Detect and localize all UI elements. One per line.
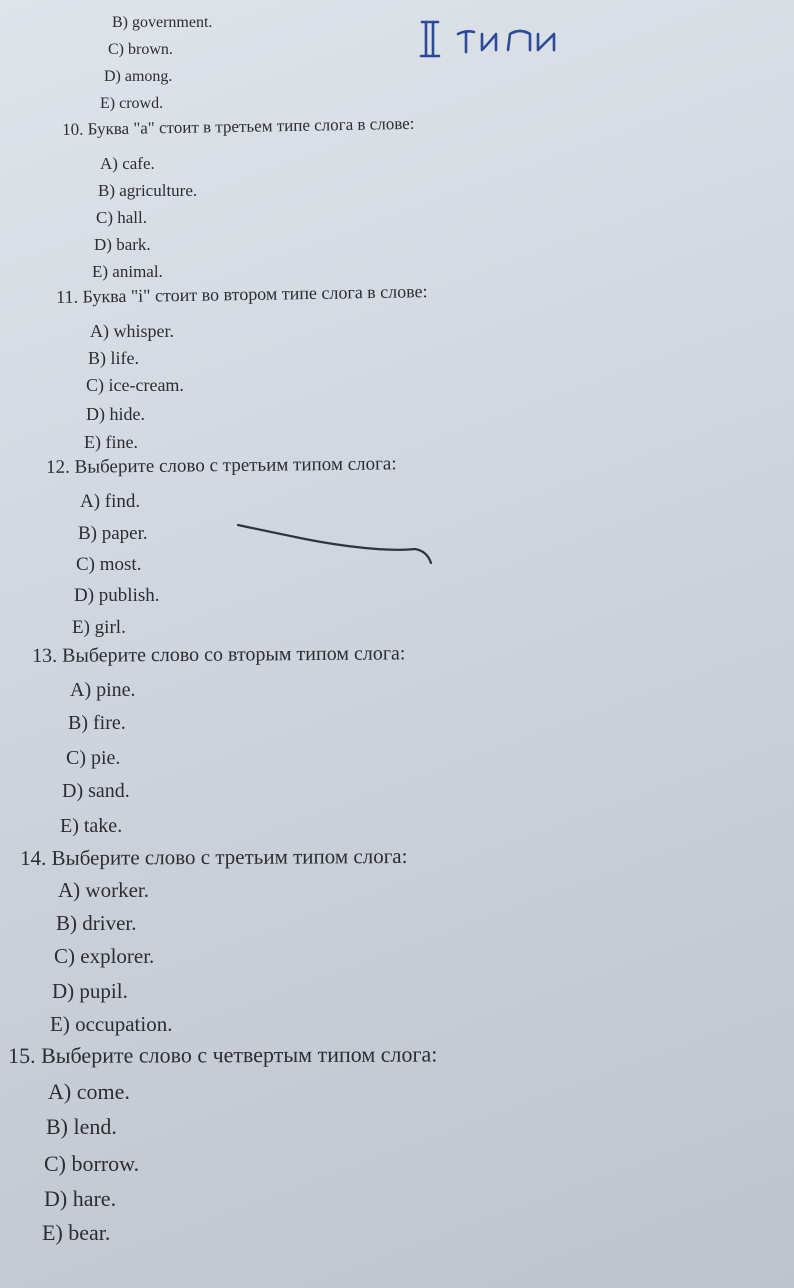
pen-stroke-mark xyxy=(235,515,435,570)
option-10c: C) hall. xyxy=(96,208,147,227)
option-15c: C) borrow. xyxy=(44,1151,140,1176)
option-13d: D) sand. xyxy=(62,780,130,802)
option-15d: D) hare. xyxy=(44,1186,117,1211)
option-11e: E) fine. xyxy=(84,432,138,452)
option-14e: E) occupation. xyxy=(50,1012,173,1036)
option-11c: C) ice-cream. xyxy=(86,375,184,395)
option-15b: B) lend. xyxy=(46,1114,117,1139)
question-14: 14. Выберите слово с третьим типом слога: xyxy=(20,843,408,870)
option-9d: D) among. xyxy=(104,68,173,85)
option-12a: A) find. xyxy=(80,491,141,512)
handwritten-note xyxy=(418,14,568,62)
option-12b: B) paper. xyxy=(78,523,148,544)
option-13a: A) pine. xyxy=(70,679,136,701)
question-15: 15. Выберите слово с четвертым типом слога: xyxy=(8,1041,438,1068)
option-11a: A) whisper. xyxy=(90,321,174,341)
option-14b: B) driver. xyxy=(56,911,137,935)
option-15e: E) bear. xyxy=(42,1220,111,1245)
option-12e: E) girl. xyxy=(72,617,126,638)
option-10b: B) agriculture. xyxy=(98,181,198,200)
question-11: 11. Буква "i" стоит во втором типе слога в слове: xyxy=(56,281,428,307)
option-14c: C) explorer. xyxy=(54,944,155,968)
option-9e: E) crowd. xyxy=(100,95,164,112)
option-14d: D) pupil. xyxy=(52,979,128,1003)
option-11d: D) hide. xyxy=(86,404,145,424)
option-15a: A) come. xyxy=(48,1079,130,1104)
option-11b: B) life. xyxy=(88,348,139,368)
option-9b: B) government. xyxy=(112,14,213,31)
option-12d: D) publish. xyxy=(74,585,160,606)
option-10e: E) animal. xyxy=(92,262,163,281)
option-10d: D) bark. xyxy=(94,235,151,254)
option-14a: A) worker. xyxy=(58,878,149,902)
option-12c: C) most. xyxy=(76,554,142,575)
option-13e: E) take. xyxy=(60,815,123,837)
option-9c: C) brown. xyxy=(108,41,173,58)
question-13: 13. Выберите слово со вторым типом слога: xyxy=(32,642,406,667)
question-10: 10. Буква "a" стоит в третьем типе слога в слове: xyxy=(62,113,415,139)
option-13c: C) pie. xyxy=(66,747,121,769)
question-12: 12. Выберите слово с третьим типом слога: xyxy=(46,453,397,478)
option-10a: A) cafe. xyxy=(100,154,155,173)
option-13b: B) fire. xyxy=(68,712,126,734)
